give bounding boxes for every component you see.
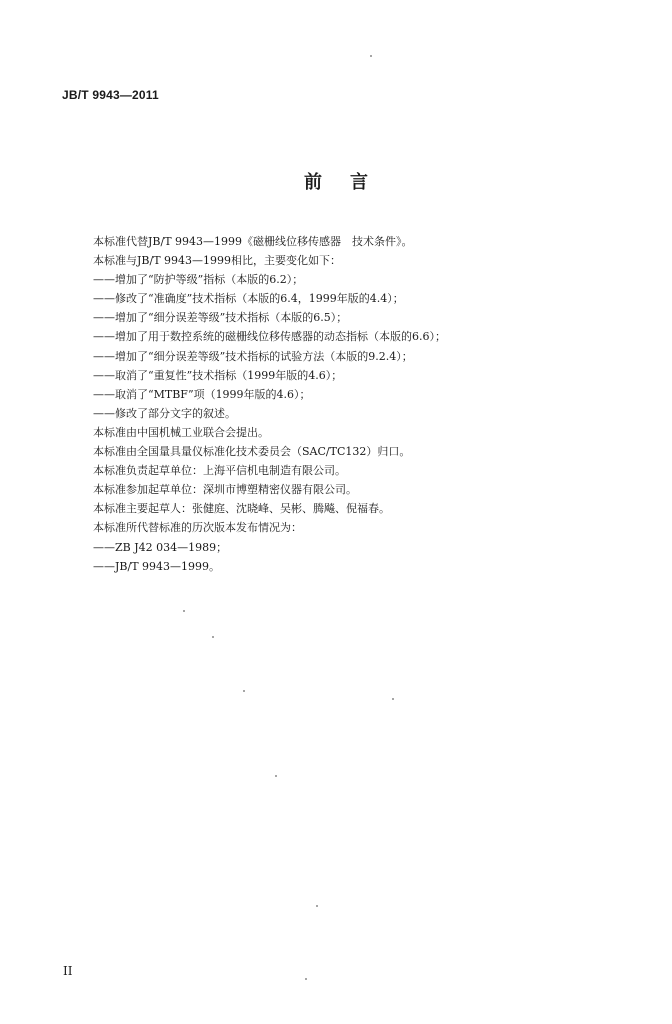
foreword-line: ——增加了用于数控系统的磁栅线位移传感器的动态指标（本版的6.6）；	[93, 330, 446, 344]
foreword-line: 本标准由全国量具量仪标准化技术委员会（SAC/TC132）归口。	[93, 445, 411, 459]
foreword-line: ——修改了“准确度”技术指标（本版的6.4，1999年版的4.4）；	[93, 292, 404, 306]
foreword-line: ——增加了“防护等级”指标（本版的6.2）；	[93, 273, 304, 287]
foreword-line: 本标准负责起草单位：上海平信机电制造有限公司。	[93, 464, 346, 478]
foreword-line: ——取消了“MTBF”项（1999年版的4.6）；	[93, 387, 311, 401]
foreword-line: ——取消了“重复性”技术指标（1999年版的4.6）；	[93, 368, 343, 382]
scan-speck	[392, 698, 394, 700]
foreword-body	[93, 232, 593, 576]
scan-speck	[275, 775, 277, 777]
foreword-line: 本标准与JB/T 9943—1999相比，主要变化如下：	[93, 254, 342, 268]
foreword-line: ——ZB J42 034—1989；	[93, 540, 228, 554]
scan-speck	[243, 690, 245, 692]
scan-speck	[370, 55, 372, 57]
foreword-line: ——增加了“细分误差等级”技术指标的试验方法（本版的9.2.4）；	[93, 349, 413, 363]
foreword-line: 本标准由中国机械工业联合会提出。	[93, 425, 269, 439]
foreword-line: ——增加了“细分误差等级”技术指标（本版的6.5）；	[93, 311, 348, 325]
foreword-line: 本标准参加起草单位：深圳市博塑精密仪器有限公司。	[93, 483, 357, 497]
scan-speck	[212, 636, 214, 638]
foreword-line: 本标准所代替标准的历次版本发布情况为：	[93, 521, 302, 535]
foreword-line: ——JB/T 9943—1999。	[93, 559, 221, 573]
page-title: 前言	[304, 172, 396, 193]
foreword-line: ——修改了部分文字的叙述。	[93, 406, 236, 420]
standard-code: JB/T 9943—2011	[62, 88, 159, 102]
page-number: II	[63, 964, 73, 978]
foreword-line: 本标准主要起草人：张健庭、沈晓峰、吴彬、腾飚、倪福春。	[93, 502, 390, 516]
foreword-line: 本标准代替JB/T 9943—1999《磁栅线位移传感器 技术条件》。	[93, 235, 413, 248]
scan-speck	[305, 978, 307, 980]
scan-speck	[316, 905, 318, 907]
scan-speck	[183, 610, 185, 612]
